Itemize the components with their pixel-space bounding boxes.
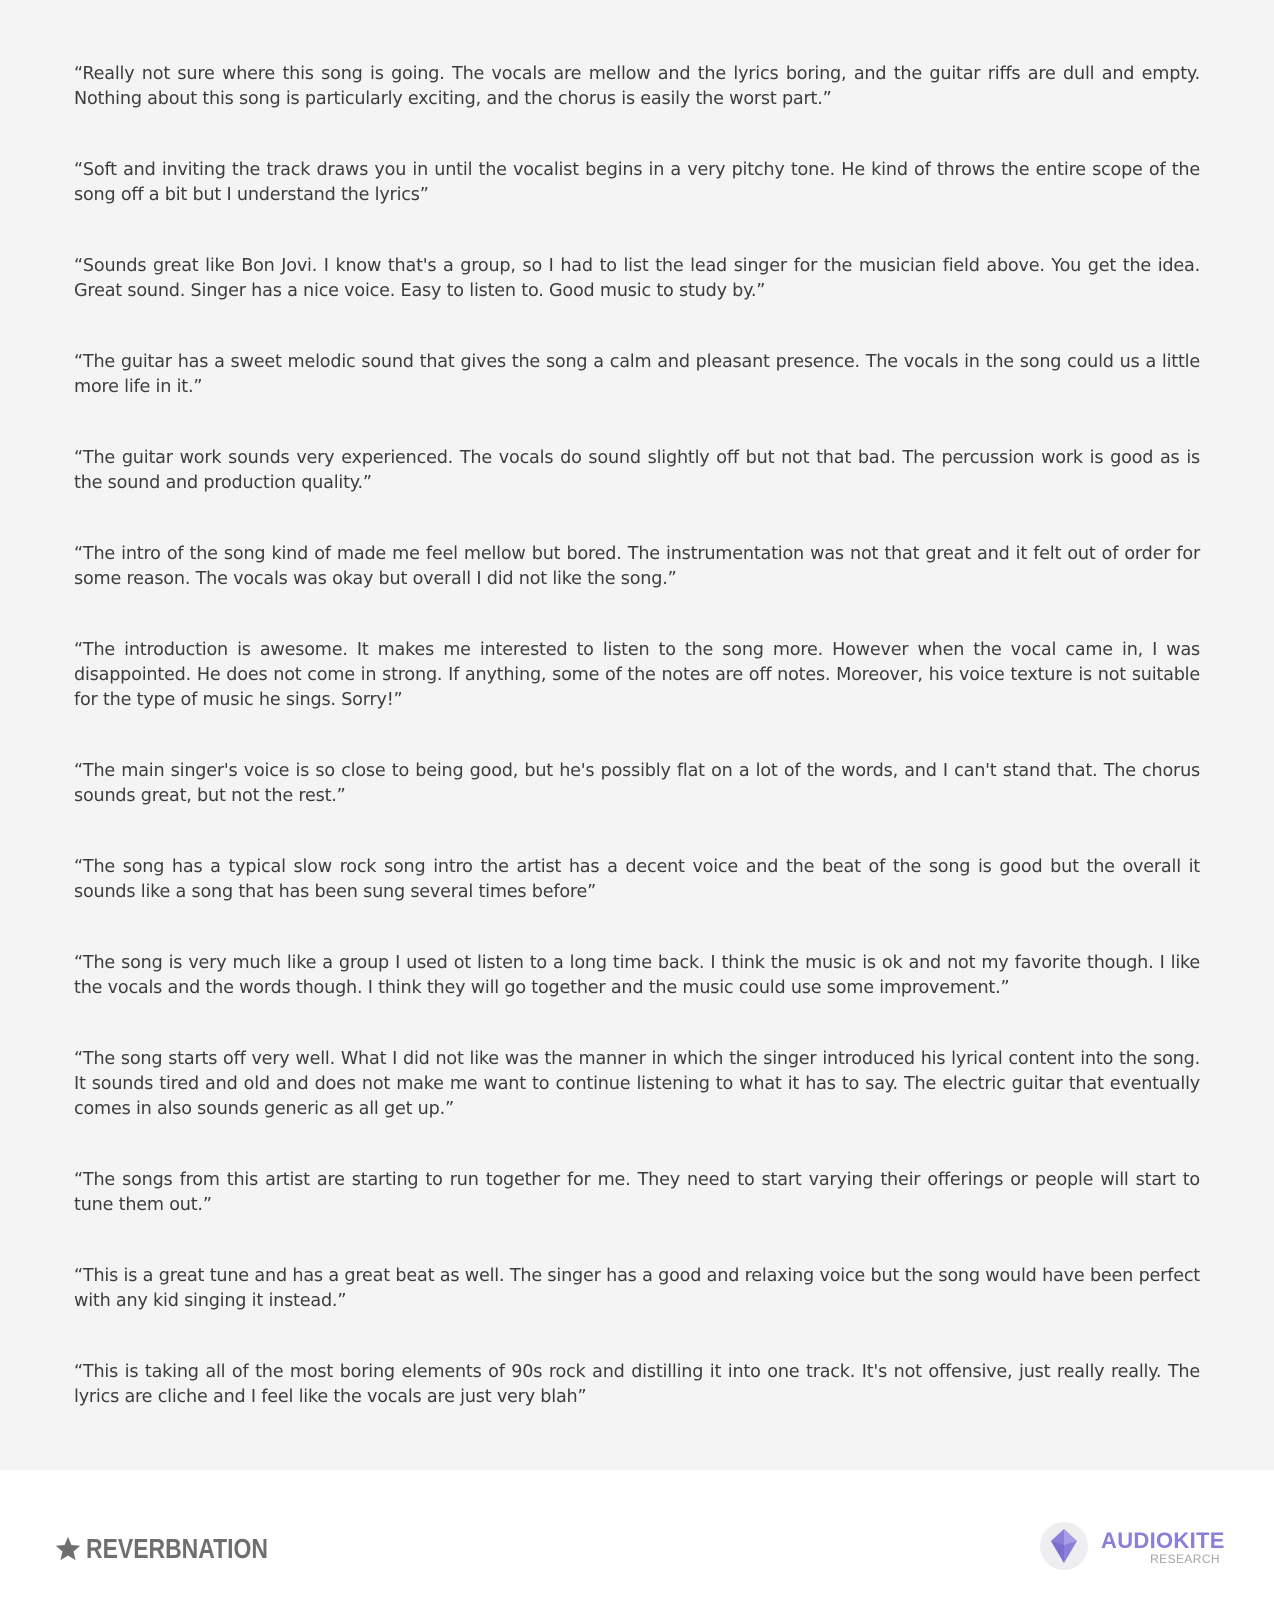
reverbnation-wordmark: REVERBNATION: [86, 1533, 268, 1564]
review-text: “The song has a typical slow rock song intro the artist has a decent voice and the beat of the song is good but the overall it sounds like a song that has been sung several times before”: [74, 857, 1200, 902]
footer: [0, 1470, 1274, 1600]
review-text: “The introduction is awesome. It makes me interested to listen to the song more. However when the vocal came in, I was disappointed. He does not come in strong. If anything, some of the notes are off notes. Moreover, his voice texture is not suitable for the type of music he sings. Sorry!”: [74, 640, 1200, 710]
review-text: “The main singer's voice is so close to being good, but he's possibly flat on a lot of the words, and I can't stand that. The chorus sounds great, but not the rest.”: [74, 761, 1200, 806]
kite-badge: [1040, 1522, 1088, 1570]
review-text: “This is taking all of the most boring elements of 90s rock and distilling it into one track. It's not offensive, just really really. The lyrics are cliche and I feel like the vocals are just very blah”: [74, 1362, 1200, 1407]
review-text: “This is a great tune and has a great beat as well. The singer has a good and relaxing voice but the song would have been perfect with any kid singing it instead.”: [74, 1266, 1200, 1311]
kite-icon: [1051, 1529, 1077, 1563]
audiokite-wordmark: AUDIOKITE: [1101, 1528, 1225, 1553]
review-text: “The intro of the song kind of made me feel mellow but bored. The instrumentation was not that great and it felt out of order for some reason. The vocals was okay but overall I did not like the song.”: [74, 544, 1200, 589]
audiokite-logo: [1040, 1522, 1230, 1574]
reverbnation-logo: [54, 1532, 308, 1566]
review-text: “The guitar has a sweet melodic sound that gives the song a calm and pleasant presence. The vocals in the song could us a little more life in it.”: [74, 352, 1200, 397]
review-list: [74, 62, 1200, 1456]
review-text: “Really not sure where this song is going. The vocals are mellow and the lyrics boring, and the guitar riffs are dull and empty. Nothing about this song is particularly exciting, and the chorus is easily the worst part.”: [74, 64, 1200, 109]
review-text: “The songs from this artist are starting to run together for me. They need to start varying their offerings or people will start to tune them out.”: [74, 1170, 1200, 1215]
review-text: “The song is very much like a group I used ot listen to a long time back. I think the music is ok and not my favorite though. I like the vocals and the words though. I think they will go together and the music could use some improvement.”: [74, 953, 1200, 998]
review-text: “The song starts off very well. What I did not like was the manner in which the singer introduced his lyrical content into the song. It sounds tired and old and does not make me want to continue listening to what it has to say. The electric guitar that eventually comes in also sounds generic as all get up.”: [74, 1049, 1200, 1119]
review-text: “The guitar work sounds very experienced. The vocals do sound slightly off but not that bad. The percussion work is good as is the sound and production quality.”: [74, 448, 1200, 493]
review-text: “Soft and inviting the track draws you in until the vocalist begins in a very pitchy tone. He kind of throws the entire scope of the song off a bit but I understand the lyrics”: [74, 160, 1200, 205]
star-icon: [54, 1535, 82, 1563]
audiokite-subtitle: RESEARCH: [1150, 1552, 1220, 1566]
review-text: “Sounds great like Bon Jovi. I know that's a group, so I had to list the lead singer for the musician field above. You get the idea. Great sound. Singer has a nice voice. Easy to listen to. Good music to study by.”: [74, 256, 1200, 301]
